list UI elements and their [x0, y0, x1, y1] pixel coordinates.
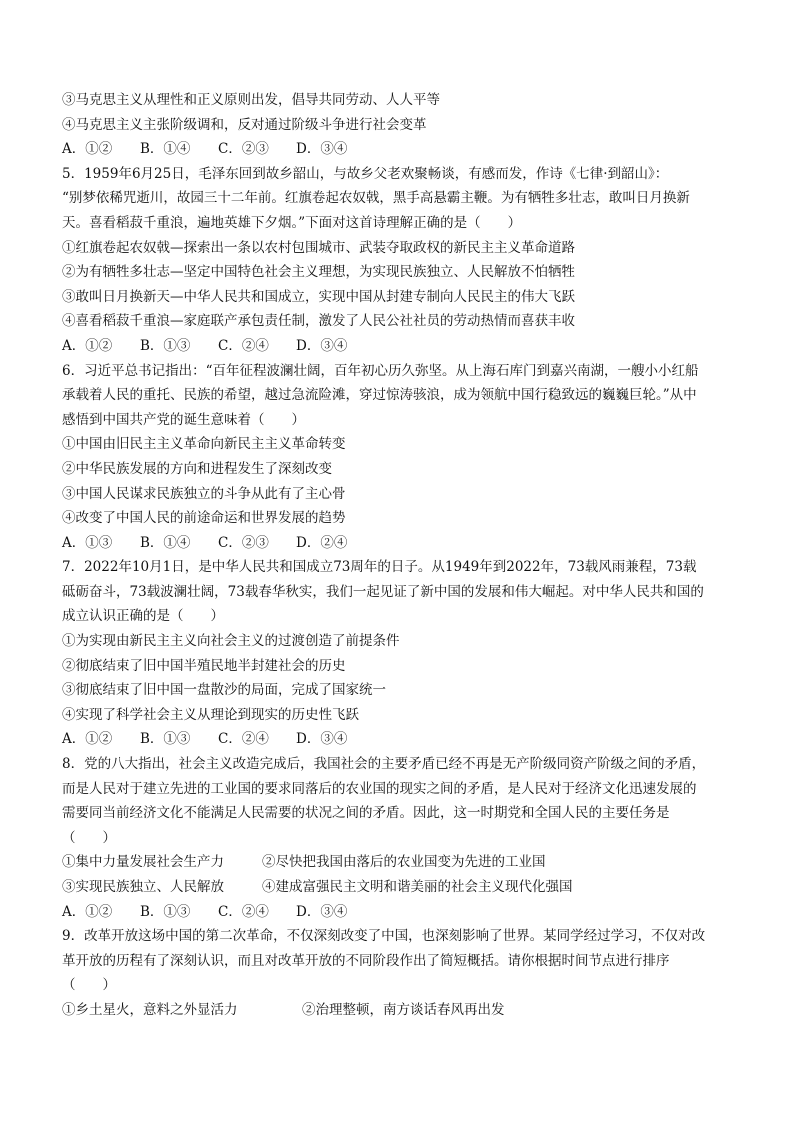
statement-item: ③彻底结束了旧中国一盘散沙的局面，完成了国家统一	[62, 682, 386, 699]
option-d: D．②④	[296, 534, 348, 551]
question-stem: 承载着人民的重托、民族的希望，越过急流险滩，穿过惊涛骇浪，成为领航中国行稳致远的巍巍巨轮。”从中	[62, 387, 697, 404]
option-c: C．②④	[218, 731, 269, 748]
question-8	[62, 752, 742, 924]
option-d: D．③④	[296, 141, 348, 158]
option-c: C．②③	[218, 141, 269, 158]
statement-item: ④改变了中国人民的前途命运和世界发展的趋势	[62, 510, 346, 527]
option-a: A．①②	[62, 731, 113, 748]
question-stem: 7．2022年10月1日，是中华人民共和国成立73周年的日子。从1949年到2022年，73载风雨兼程，73载	[62, 559, 697, 576]
option-a: A．①②	[62, 141, 113, 158]
statement-item: ②治理整顿，南方谈话春风再出发	[302, 1001, 505, 1018]
statement-item: ③敢叫日月换新天—中华人民共和国成立，实现中国从封建专制向人民民主的伟大飞跃	[62, 288, 575, 305]
statement-item: ①为实现由新民主主义向社会主义的过渡创造了前提条件	[62, 633, 400, 650]
option-c: C．②④	[218, 337, 269, 354]
question-stem: 8．党的八大指出，社会主义改造完成后，我国社会的主要矛盾已经不再是无产阶级同资产阶级之间的矛盾，	[62, 756, 706, 773]
question-stem: 5．1959年6月25日，毛泽东回到故乡韶山，与故乡父老欢聚畅谈，有感而发，作诗《七律·到韶山》：	[62, 165, 669, 182]
statement-item: ①集中力量发展社会生产力	[62, 854, 224, 871]
option-c: C．②③	[218, 534, 269, 551]
statement-item: ①乡土星火，意料之外显活力	[62, 1001, 238, 1018]
statement-item: ④实现了科学社会主义从理论到现实的历史性飞跃	[62, 706, 359, 723]
option-b: B．①④	[140, 141, 191, 158]
option-d: D．③④	[296, 731, 348, 748]
statement-item: ②尽快把我国由落后的农业国变为先进的工业国	[262, 854, 546, 871]
statement-row	[62, 850, 742, 875]
statement-row	[62, 998, 742, 1023]
q4-options	[62, 137, 742, 162]
question-stem: 9．改革开放这场中国的第二次革命，不仅深刻改变了中国，也深刻影响了世界。某同学经过学习，不仅对改	[62, 928, 706, 945]
statement-item: ①红旗卷起农奴戟—探索出一条以农村包围城市、武装夺取政权的新民主主义革命道路	[62, 239, 575, 256]
answer-options	[62, 334, 742, 359]
statement-item: ③中国人民谋求民族独立的斗争从此有了主心骨	[62, 485, 346, 502]
option-b: B．①③	[140, 731, 191, 748]
question-stem: 6．习近平总书记指出：“百年征程波澜壮阔，百年初心历久弥坚。从上海石库门到嘉兴南湖，一艘小小红船	[62, 362, 699, 379]
page-content	[62, 88, 742, 1023]
question-6	[62, 359, 742, 556]
question-stem: “别梦依稀咒逝川，故园三十二年前。红旗卷起农奴戟，黑手高悬霸主鞭。为有牺牲多壮志，敢叫日月换新	[62, 190, 690, 207]
question-stem: 而是人民对于建立先进的工业国的要求同落后的农业国的现实之间的矛盾，是人民对于经济文化迅速发展的	[62, 780, 697, 797]
question-stem: 成立认识正确的是（ ）	[62, 608, 224, 625]
question-stem: 天。喜看稻菽千重浪，遍地英雄下夕烟。”下面对这首诗理解正确的是（ ）	[62, 214, 522, 231]
statement-item: ②中华民族发展的方向和进程发生了深刻改变	[62, 460, 332, 477]
option-a: A．①③	[62, 534, 113, 551]
question-stem: 革开放的历程有了深刻认识，而且对改革开放的不同阶段作出了简短概括。请你根据时间节点进行排序	[62, 952, 670, 969]
option-b: B．①③	[140, 903, 191, 920]
question-7	[62, 555, 742, 752]
option-d: D．③④	[296, 337, 348, 354]
option-d: D．③④	[296, 903, 348, 920]
option-b: B．①③	[140, 337, 191, 354]
option-a: A．①②	[62, 337, 113, 354]
answer-blank: （ ）	[62, 977, 116, 994]
question-stem: 需要同当前经济文化不能满足人民需要的状况之间的矛盾。因此，这一时期党和全国人民的主要任务是	[62, 805, 670, 822]
answer-options	[62, 727, 742, 752]
statement-item: ②彻底结束了旧中国半殖民地半封建社会的历史	[62, 657, 346, 674]
statement-item: ④喜看稻菽千重浪—家庭联产承包责任制，激发了人民公社社员的劳动热情而喜获丰收	[62, 313, 575, 330]
answer-blank: （ ）	[62, 829, 116, 846]
question-stem: 感悟到中国共产党的诞生意味着（ ）	[62, 411, 305, 428]
q4-item-4: ④马克思主义主张阶级调和，反对通过阶级斗争进行社会变革	[62, 116, 427, 133]
q4-item-3: ③马克思主义从理性和正义原则出发，倡导共同劳动、人人平等	[62, 92, 440, 108]
statement-item: ③实现民族独立、人民解放	[62, 879, 224, 895]
statement-row	[62, 875, 742, 900]
question-5	[62, 162, 742, 359]
option-a: A．①②	[62, 903, 113, 920]
option-b: B．①④	[140, 534, 191, 551]
answer-options	[62, 900, 742, 925]
statement-item: ①中国由旧民主主义革命向新民主主义革命转变	[62, 436, 346, 453]
question-stem: 砥砺奋斗，73载波澜壮阔，73载春华秋实，我们一起见证了新中国的发展和伟大崛起。对中华人民共和国的	[62, 583, 704, 600]
option-c: C．②④	[218, 903, 269, 920]
answer-options	[62, 531, 742, 556]
statement-item: ②为有牺牲多壮志—坚定中国特色社会主义理想，为实现民族独立、人民解放不怕牺牲	[62, 264, 575, 281]
statement-item: ④建成富强民主文明和谐美丽的社会主义现代化强国	[262, 879, 573, 895]
question-9	[62, 924, 742, 1022]
